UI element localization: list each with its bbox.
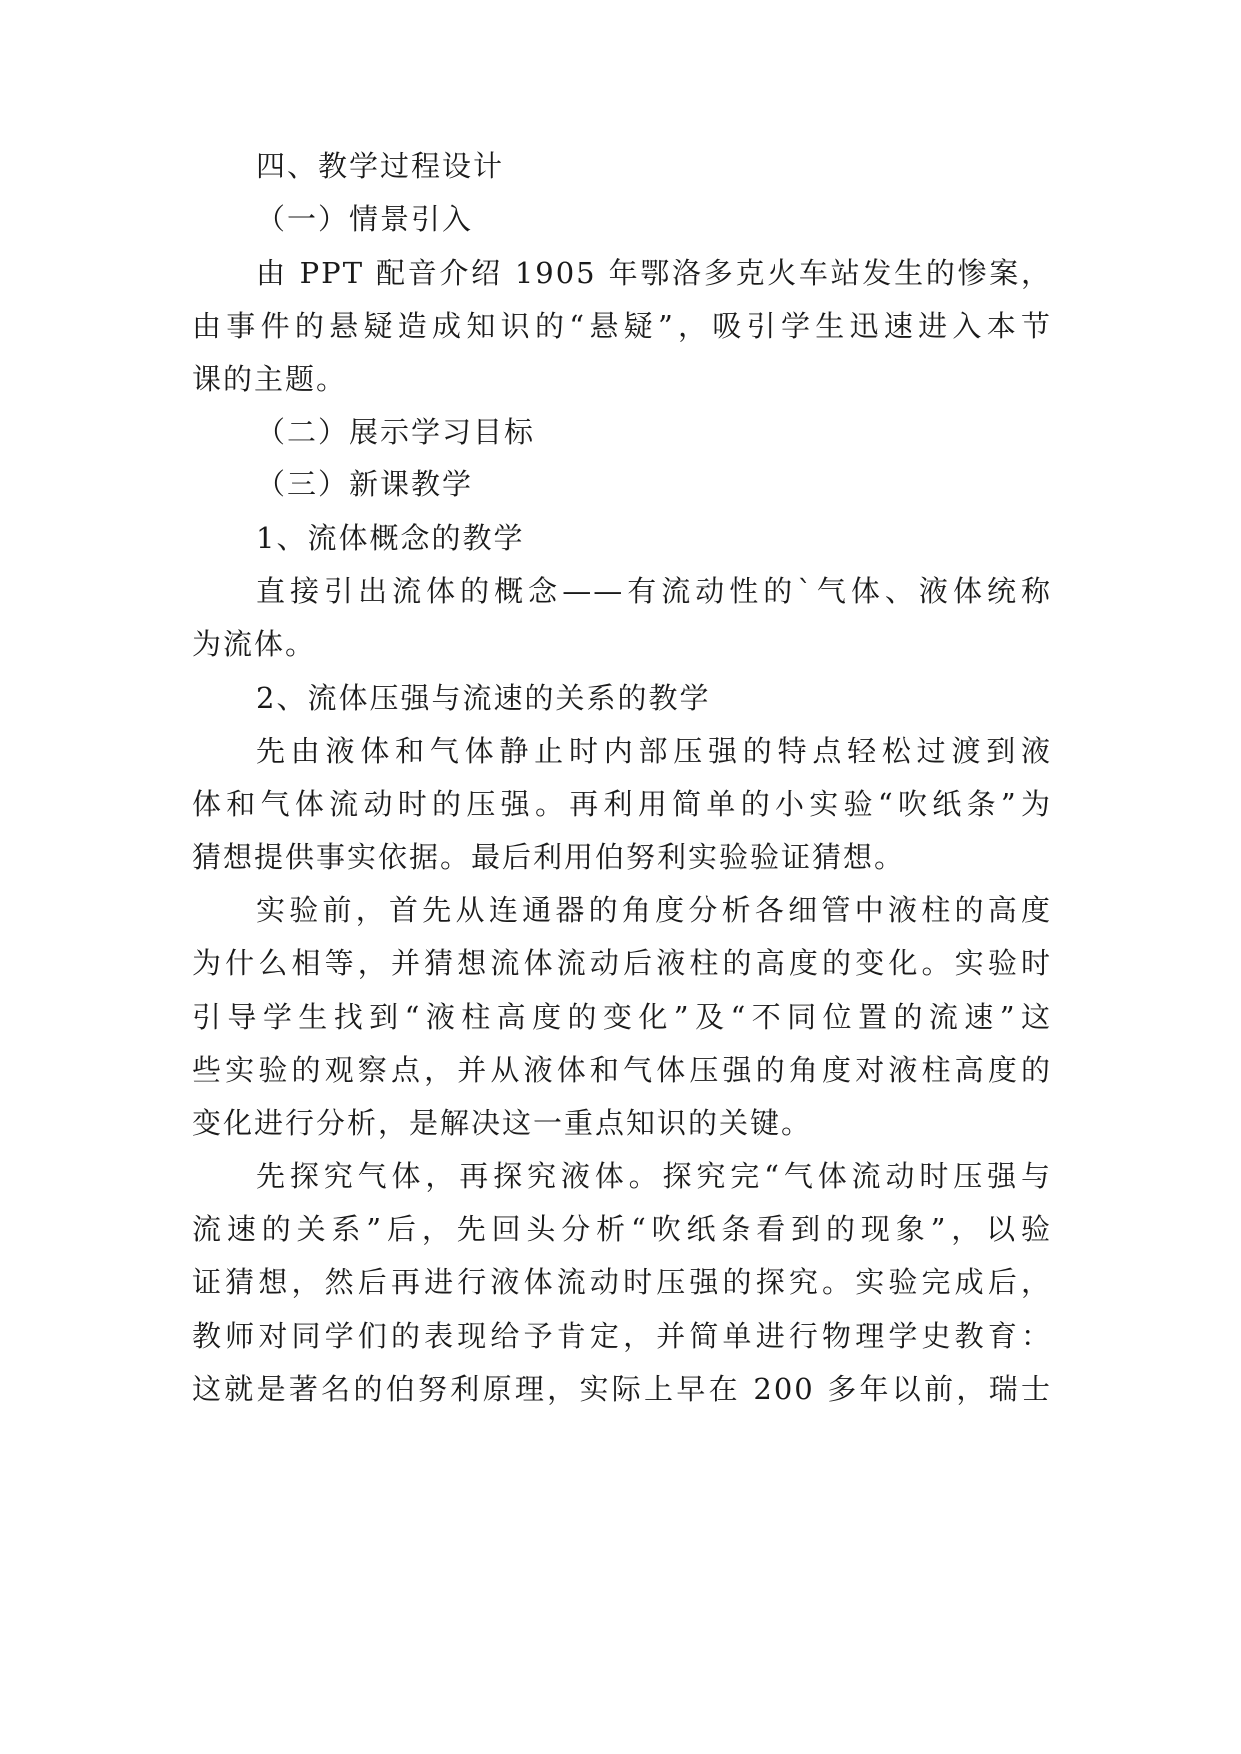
paragraph-line: 猜想提供事实依据。最后利用伯努利实验验证猜想。 [192, 840, 906, 874]
paragraph-line: 流速的关系”后，先回头分析“吹纸条看到的现象”，以验 [192, 1212, 1052, 1246]
subsection-heading: （一）情景引入 [256, 202, 474, 236]
subsection-heading: （三）新课教学 [256, 467, 474, 501]
paragraph-line: 为什么相等，并猜想流体流动后液柱的高度的变化。实验时 [192, 946, 1052, 980]
subsection-heading: （二）展示学习目标 [256, 415, 536, 449]
paragraph-line: 课的主题。 [192, 362, 348, 396]
item-heading: 2、流体压强与流速的关系的教学 [256, 681, 711, 715]
paragraph-line: 变化进行分析，是解决这一重点知识的关键。 [192, 1106, 813, 1140]
paragraph-line: 先探究气体，再探究液体。探究完“气体流动时压强与 [256, 1159, 1052, 1193]
item-heading: 1、流体概念的教学 [256, 521, 525, 555]
paragraph-line: 为流体。 [192, 627, 317, 661]
paragraph-line: 证猜想，然后再进行液体流动时压强的探究。实验完成后， [192, 1265, 1052, 1299]
paragraph-line: 这就是著名的伯努利原理，实际上早在 200 多年以前，瑞士 [192, 1372, 1052, 1406]
paragraph-line: 由事件的悬疑造成知识的“悬疑”，吸引学生迅速进入本节 [192, 309, 1052, 343]
paragraph-line: 由 PPT 配音介绍 1905 年鄂洛多克火车站发生的惨案， [256, 256, 1052, 290]
paragraph-line: 先由液体和气体静止时内部压强的特点轻松过渡到液 [256, 734, 1052, 768]
paragraph-line: 实验前，首先从连通器的角度分析各细管中液柱的高度 [256, 893, 1052, 927]
paragraph-line: 直接引出流体的概念——有流动性的`气体、液体统称 [256, 574, 1052, 608]
paragraph-line: 引导学生找到“液柱高度的变化”及“不同位置的流速”这 [192, 1000, 1052, 1034]
paragraph-line: 些实验的观察点，并从液体和气体压强的角度对液柱高度的 [192, 1053, 1052, 1087]
section-heading: 四、教学过程设计 [256, 149, 505, 183]
paragraph-line: 教师对同学们的表现给予肯定，并简单进行物理学史教育： [192, 1319, 1052, 1353]
paragraph-line: 体和气体流动时的压强。再利用简单的小实验“吹纸条”为 [192, 787, 1052, 821]
